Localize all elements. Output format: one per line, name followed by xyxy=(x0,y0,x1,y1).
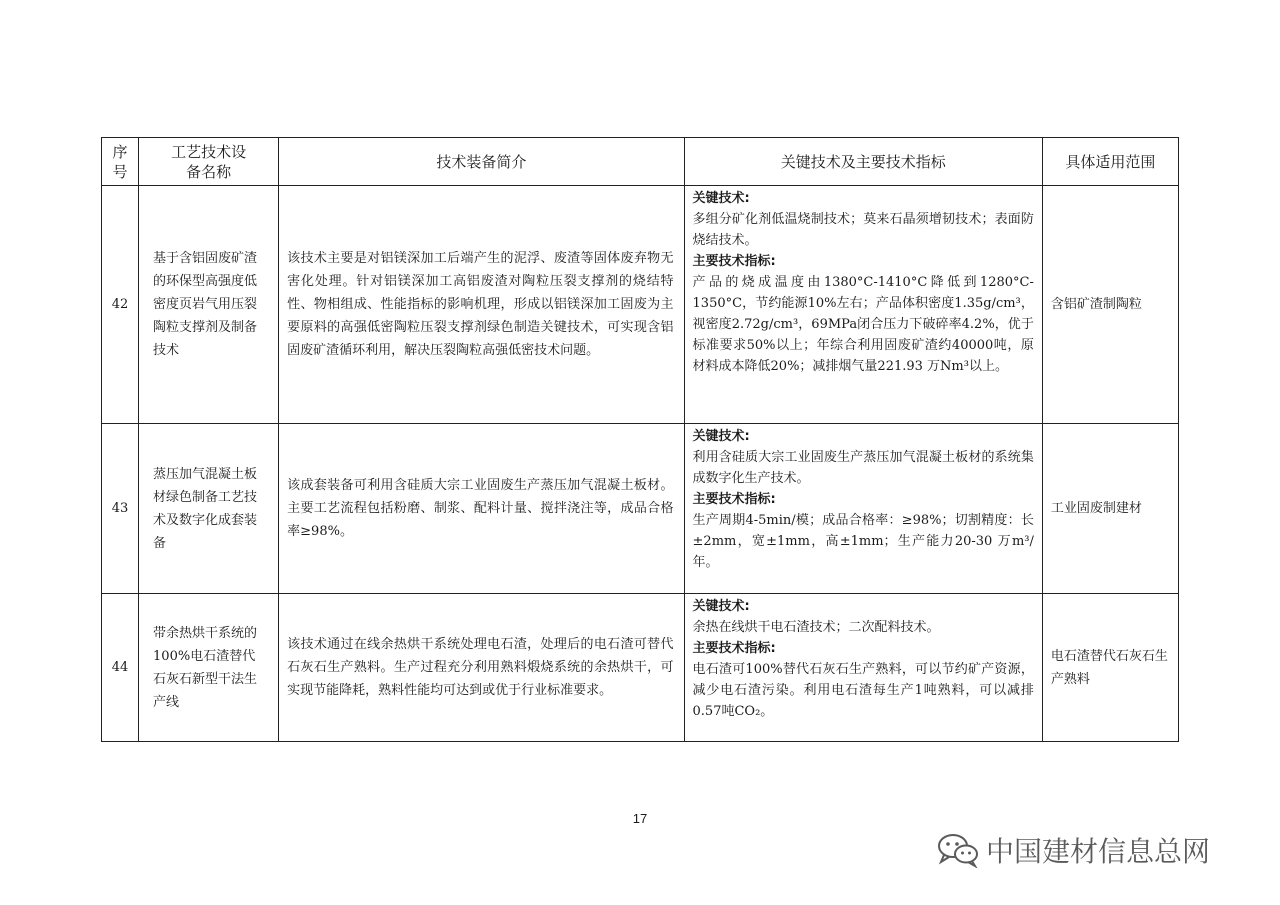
table-row xyxy=(102,186,1179,424)
table-row xyxy=(102,424,1179,594)
main-index-label: 主要技术指标: xyxy=(692,254,776,269)
row-description: 该技术主要是对铝镁深加工后端产生的泥浮、废渣等固体废弃物无害化处理。针对铝镁深加工高铝废渣对陶粒压裂支撑剂的烧结特性、物相组成、性能指标的影响机理，形成以铝镁深加工固废为主要原料的高强低密陶粒压裂支撑剂绿色制造关键技术，可实现含铝固废矿渣循环利用，解决压裂陶粒高强低密技术问题。 xyxy=(279,186,684,424)
watermark-text: 中国建材信息总网 xyxy=(986,835,1211,868)
key-tech-text: 利用含硅质大宗工业固废生产蒸压加气混凝土板材的系统集成数字化生产技术。 xyxy=(692,450,1034,486)
row-name: 基于含铝固废矿渣的环保型高强度低密度页岩气用压裂陶粒支撑剂及制备技术 xyxy=(139,186,279,424)
row-number: 42 xyxy=(102,186,139,424)
key-tech-label: 关键技术: xyxy=(692,599,750,614)
row-description: 该成套装备可利用含硅质大宗工业固废生产蒸压加气混凝土板材。主要工艺流程包括粉磨、制浆、配料计量、搅拌浇注等，成品合格率≥98%。 xyxy=(279,424,684,594)
table-header-row xyxy=(102,138,1179,186)
main-index-label: 主要技术指标: xyxy=(692,492,776,507)
row-key-indicators xyxy=(684,594,1042,742)
table-row xyxy=(102,594,1179,742)
main-index-text: 生产周期4-5min/模；成品合格率：≥98%；切割精度：长±2mm，宽±1mm，高±1mm；生产能力20-30 万m³/年。 xyxy=(692,513,1034,570)
row-scope: 电石渣替代石灰石生产熟料 xyxy=(1042,594,1178,742)
process-technology-table xyxy=(101,137,1179,742)
row-key-indicators xyxy=(684,424,1042,594)
row-number: 43 xyxy=(102,424,139,594)
row-description: 该技术通过在线余热烘干系统处理电石渣，处理后的电石渣可替代石灰石生产熟料。生产过程充分利用熟料煅烧系统的余热烘干，可实现节能降耗，熟料性能均可达到或优于行业标准要求。 xyxy=(279,594,684,742)
row-scope: 工业固废制建材 xyxy=(1042,424,1178,594)
key-tech-text: 余热在线烘干电石渣技术；二次配料技术。 xyxy=(692,620,940,635)
row-number: 44 xyxy=(102,594,139,742)
header-scope: 具体适用范围 xyxy=(1042,138,1178,186)
header-name: 工艺技术设备名称 xyxy=(139,138,279,186)
main-index-text: 电石渣可100%替代石灰石生产熟料，可以节约矿产资源，减少电石渣污染。利用电石渣每生产1吨熟料，可以减排0.57吨CO₂。 xyxy=(692,662,1034,719)
key-tech-text: 多组分矿化剂低温烧制技术；莫来石晶须增韧技术；表面防烧结技术。 xyxy=(692,212,1034,248)
main-index-text: 产品的烧成温度由1380°C-1410°C降低到1280°C-1350°C，节约能源10%左右；产品体积密度1.35g/cm³，视密度2.72g/cm³，69MPa闭合压力下破碎率4.2%，优于标准要求50%以上；年综合利用固废矿渣约40000吨，原材料成本降低20%；减排烟气量221.93 万Nm³以上。 xyxy=(692,275,1034,374)
page-number: 17 xyxy=(632,811,648,826)
row-key-indicators xyxy=(684,186,1042,424)
row-scope: 含铝矿渣制陶粒 xyxy=(1042,186,1178,424)
watermark xyxy=(936,830,1210,870)
key-tech-label: 关键技术: xyxy=(692,191,750,206)
row-name: 蒸压加气混凝土板材绿色制备工艺技术及数字化成套装备 xyxy=(139,424,279,594)
header-key: 关键技术及主要技术指标 xyxy=(684,138,1042,186)
header-no: 序号 xyxy=(102,138,139,186)
row-name: 带余热烘干系统的100%电石渣替代石灰石新型干法生产线 xyxy=(139,594,279,742)
main-index-label: 主要技术指标: xyxy=(692,641,776,656)
wechat-icon xyxy=(936,832,980,868)
key-tech-label: 关键技术: xyxy=(692,429,750,444)
header-desc: 技术装备简介 xyxy=(279,138,684,186)
